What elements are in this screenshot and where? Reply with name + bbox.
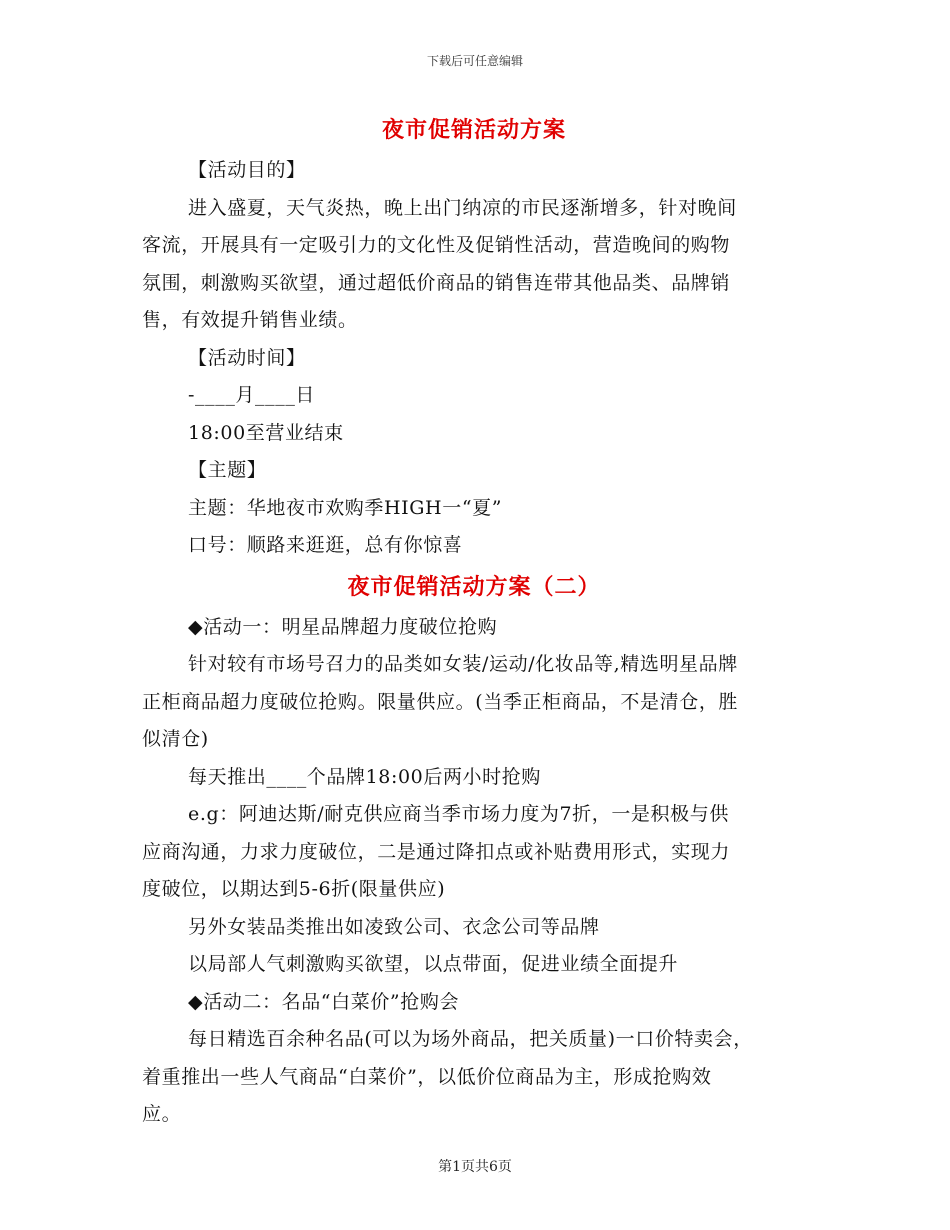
time-hours-line: 18:00至营业结束 [188,421,344,444]
document-title: 夜市促销活动方案 [381,117,566,143]
activity-one-daily-line: 每天推出____个品牌18:00后两小时抢购 [188,765,541,788]
activity-one-paragraph [142,646,806,759]
paragraph-line: 着重推出一些人气商品“白菜价”，以低价位商品为主，形成抢购效 [142,1065,712,1088]
paragraph-line: 针对较有市场号召力的品类如女装/运动/化妆品等,精选明星品牌 [188,653,738,675]
document-title-part-two: 夜市促销活动方案（二） [347,573,601,600]
paragraph-line: 应。 [142,1103,182,1125]
paragraph-line: 氛围，刺激购买欲望，通过超低价商品的销售连带其他品类、品牌销 [142,271,731,294]
activity-one-heading: ◆活动一：明星品牌超力度破位抢购 [188,615,498,638]
page-header: 下载后可任意编辑 [426,54,523,68]
activity-two-heading: ◆活动二：名品“白菜价”抢购会 [188,990,460,1013]
paragraph-line: 度破位，以期达到5-6折(限量供应) [142,878,446,900]
paragraph-line: e.g：阿迪达斯/耐克供应商当季市场力度为7折，一是积极与供 [188,803,729,825]
document-body [142,108,806,1134]
section-heading-theme: 【主题】 [188,459,267,481]
section-heading-purpose: 【活动目的】 [188,159,306,181]
theme-line: 主题：华地夜市欢购季HIGH一“夏” [188,496,503,519]
activity-one-local-line: 以局部人气刺激购买欲望，以点带面，促进业绩全面提升 [188,953,679,975]
time-date-line: -____月____日 [188,384,316,406]
purpose-paragraph [142,190,806,340]
section-heading-time: 【活动时间】 [188,346,306,369]
paragraph-line: 似清仓) [142,728,209,750]
paragraph-line: 客流，开展具有一定吸引力的文化性及促销性活动，营造晚间的购物 [142,234,731,256]
activity-one-other-brands-line: 另外女装品类推出如凌致公司、衣念公司等品牌 [188,915,600,938]
paragraph-line: 应商沟通，力求力度破位，二是通过降扣点或补贴费用形式，实现力 [142,840,731,863]
activity-two-paragraph [142,1021,806,1134]
paragraph-line: 售，有效提升销售业绩。 [142,309,358,331]
paragraph-line: 每日精选百余种名品(可以为场外商品，把关质量)一口价特卖会， [188,1028,753,1050]
slogan-line: 口号：顺路来逛逛，总有你惊喜 [188,534,463,556]
activity-one-example-paragraph [142,796,806,909]
page-footer: 第1页共6页 [438,1159,512,1175]
paragraph-line: 进入盛夏，天气炎热，晚上出门纳凉的市民逐渐增多，针对晚间 [188,196,737,219]
paragraph-line: 正柜商品超力度破位抢购。限量供应。(当季正柜商品，不是清仓，胜 [142,690,739,713]
